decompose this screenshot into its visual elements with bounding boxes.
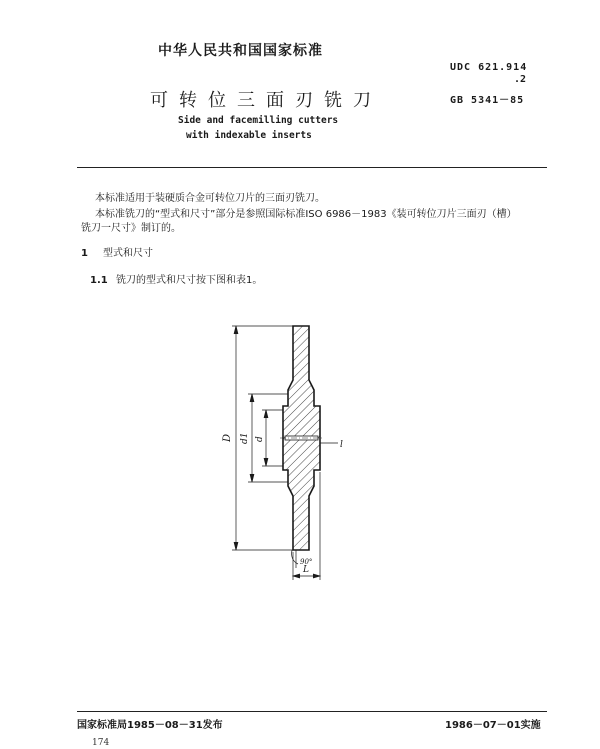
section-number: 1 <box>81 248 88 259</box>
section-heading <box>81 244 153 259</box>
issue-date: 国家标准局1985－08－31发布 <box>77 720 223 731</box>
subsection-text: 铣刀的型式和尺寸按下图和表1。 <box>116 275 263 286</box>
intro-paragraph-2-continued: 铣刀一尺寸》制订的。 <box>81 223 181 234</box>
label-d1: d1 <box>240 432 250 444</box>
document-title-chinese: 可转位三面刃铣刀 <box>150 90 382 111</box>
section-title: 型式和尺寸 <box>103 248 153 259</box>
label-angle: 90° <box>300 558 313 566</box>
dimension-angle <box>292 550 298 568</box>
subsection-1-1 <box>90 271 262 286</box>
effective-date: 1986－07－01实施 <box>445 720 541 731</box>
dimension-d <box>262 410 283 466</box>
label-l: l <box>340 440 343 450</box>
label-D: D <box>222 433 233 442</box>
standard-number: GB 5341－85 <box>450 95 525 106</box>
subsection-number: 1.1 <box>90 275 108 286</box>
intro-paragraph-2: 本标准铣刀的“型式和尺寸”部分是参照国际标准ISO 6986－1983《装可转位刀片三面刃（槽） <box>95 209 517 220</box>
document-title-english-line2: with indexable inserts <box>186 130 312 141</box>
cutter-cross-section-drawing <box>200 318 360 588</box>
udc-code: UDC 621.914 <box>450 62 528 73</box>
intro-paragraph-1: 本标准适用于装硬质合金可转位刀片的三面刃铣刀。 <box>95 193 325 204</box>
udc-code-suffix: .2 <box>514 74 527 85</box>
document-title-english-line1: Side and facemilling cutters <box>178 115 339 126</box>
label-L: L <box>303 565 309 575</box>
label-d: d <box>255 436 265 442</box>
footer-divider <box>77 711 547 712</box>
header-divider <box>77 167 547 168</box>
page-number: 174 <box>92 738 110 748</box>
issuing-organization: 中华人民共和国国家标准 <box>158 43 323 59</box>
cutter-body-outline <box>280 326 324 550</box>
